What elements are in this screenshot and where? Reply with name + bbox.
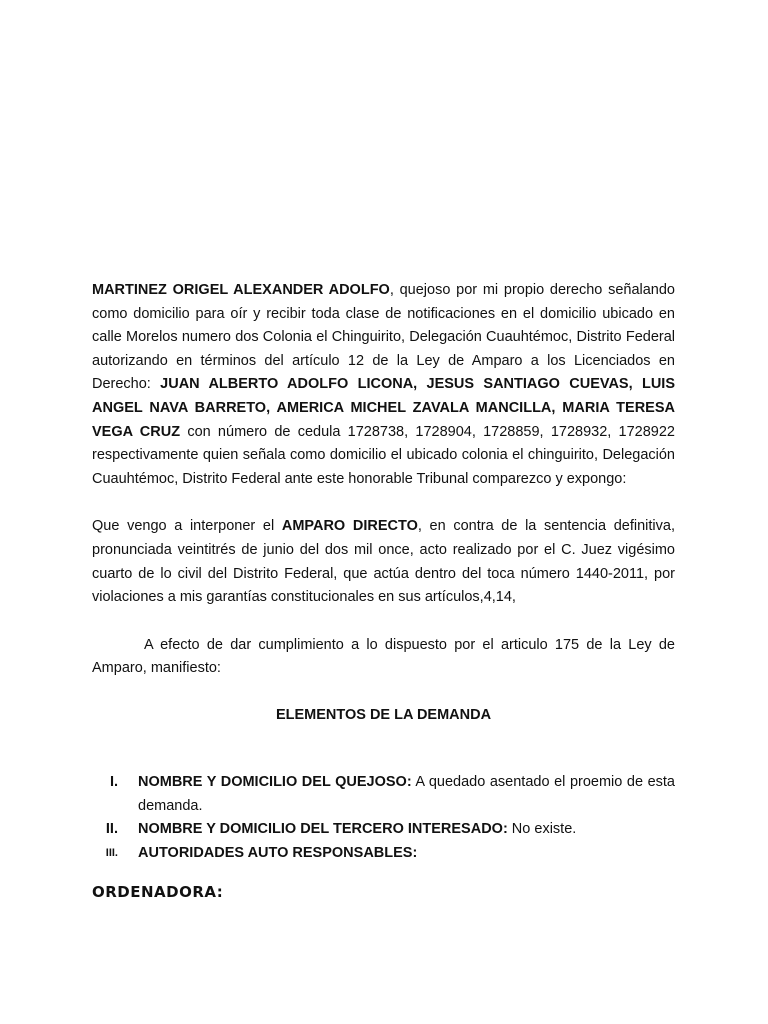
paragraph-amparo <box>92 515 675 609</box>
list-item <box>92 842 675 866</box>
list-item-title: NOMBRE Y DOMICILIO DEL TERCERO INTERESADO: <box>138 821 508 838</box>
elements-list <box>92 771 675 865</box>
ordenadora-heading: ORDENADORA: <box>92 883 224 902</box>
intro-text-2: con número de cedula 1728738, 1728904, 1728859, 1728932, 1728922 respectivamente quien señala como domicilio el ubicado colonia el chinguirito, Delegación Cuauhtémoc, Distrito Federal ante este honorable Tribunal comparezco y expongo: <box>92 423 675 487</box>
quejoso-name: MARTINEZ ORIGEL ALEXANDER ADOLFO <box>92 282 390 298</box>
amparo-text-1: Que vengo a interponer el <box>92 518 282 535</box>
list-item <box>92 818 675 842</box>
intro-text-1: , quejoso por mi propio derecho señalando como domicilio para oír y recibir toda clase de notificaciones en el domicilio ubicado en calle Morelos numero dos Colonia el Chinguirito, Delegación Cuauhtémoc, Distrito Federal autorizando en términos del artículo 12 de la Ley de Amparo a los Licenciados en Derecho: <box>92 282 675 393</box>
list-number: I. <box>109 773 118 790</box>
list-number: III. <box>105 846 118 859</box>
list-item-title: NOMBRE Y DOMICILIO DEL QUEJOSO: <box>138 773 412 790</box>
paragraph-intro <box>92 279 675 491</box>
amparo-text-2: , en contra de la sentencia definitiva, pronunciada veintitrés de junio del dos mil once, acto realizado por el C. Juez vigésimo cuarto de lo civil del Distrito Federal, que actúa dentro del toca número 1440-2011, por violaciones a mis garantías constitucionales en sus artículos,4,14, <box>92 518 675 606</box>
lawyers-names: JUAN ALBERTO ADOLFO LICONA, JESUS SANTIAGO CUEVAS, LUIS ANGEL NAVA BARRETO, AMERICA MICHEL ZAVALA MANCILLA, MARIA TERESA VEGA CRUZ <box>92 376 675 440</box>
amparo-bold: AMPARO DIRECTO <box>281 518 418 535</box>
list-item-text: No existe. <box>507 821 577 838</box>
section-heading: ELEMENTOS DE LA DEMANDA <box>275 706 492 723</box>
list-item-text: A quedado asentado el proemio de esta demanda. <box>138 773 675 814</box>
paragraph-efecto: A efecto de dar cumplimiento a lo dispuesto por el articulo 175 de la Ley de Amparo, manifiesto: <box>92 636 675 677</box>
document-page <box>92 279 675 901</box>
list-item-title: AUTORIDADES AUTO RESPONSABLES: <box>138 844 418 861</box>
list-number: II. <box>105 821 118 838</box>
list-item <box>92 771 675 818</box>
